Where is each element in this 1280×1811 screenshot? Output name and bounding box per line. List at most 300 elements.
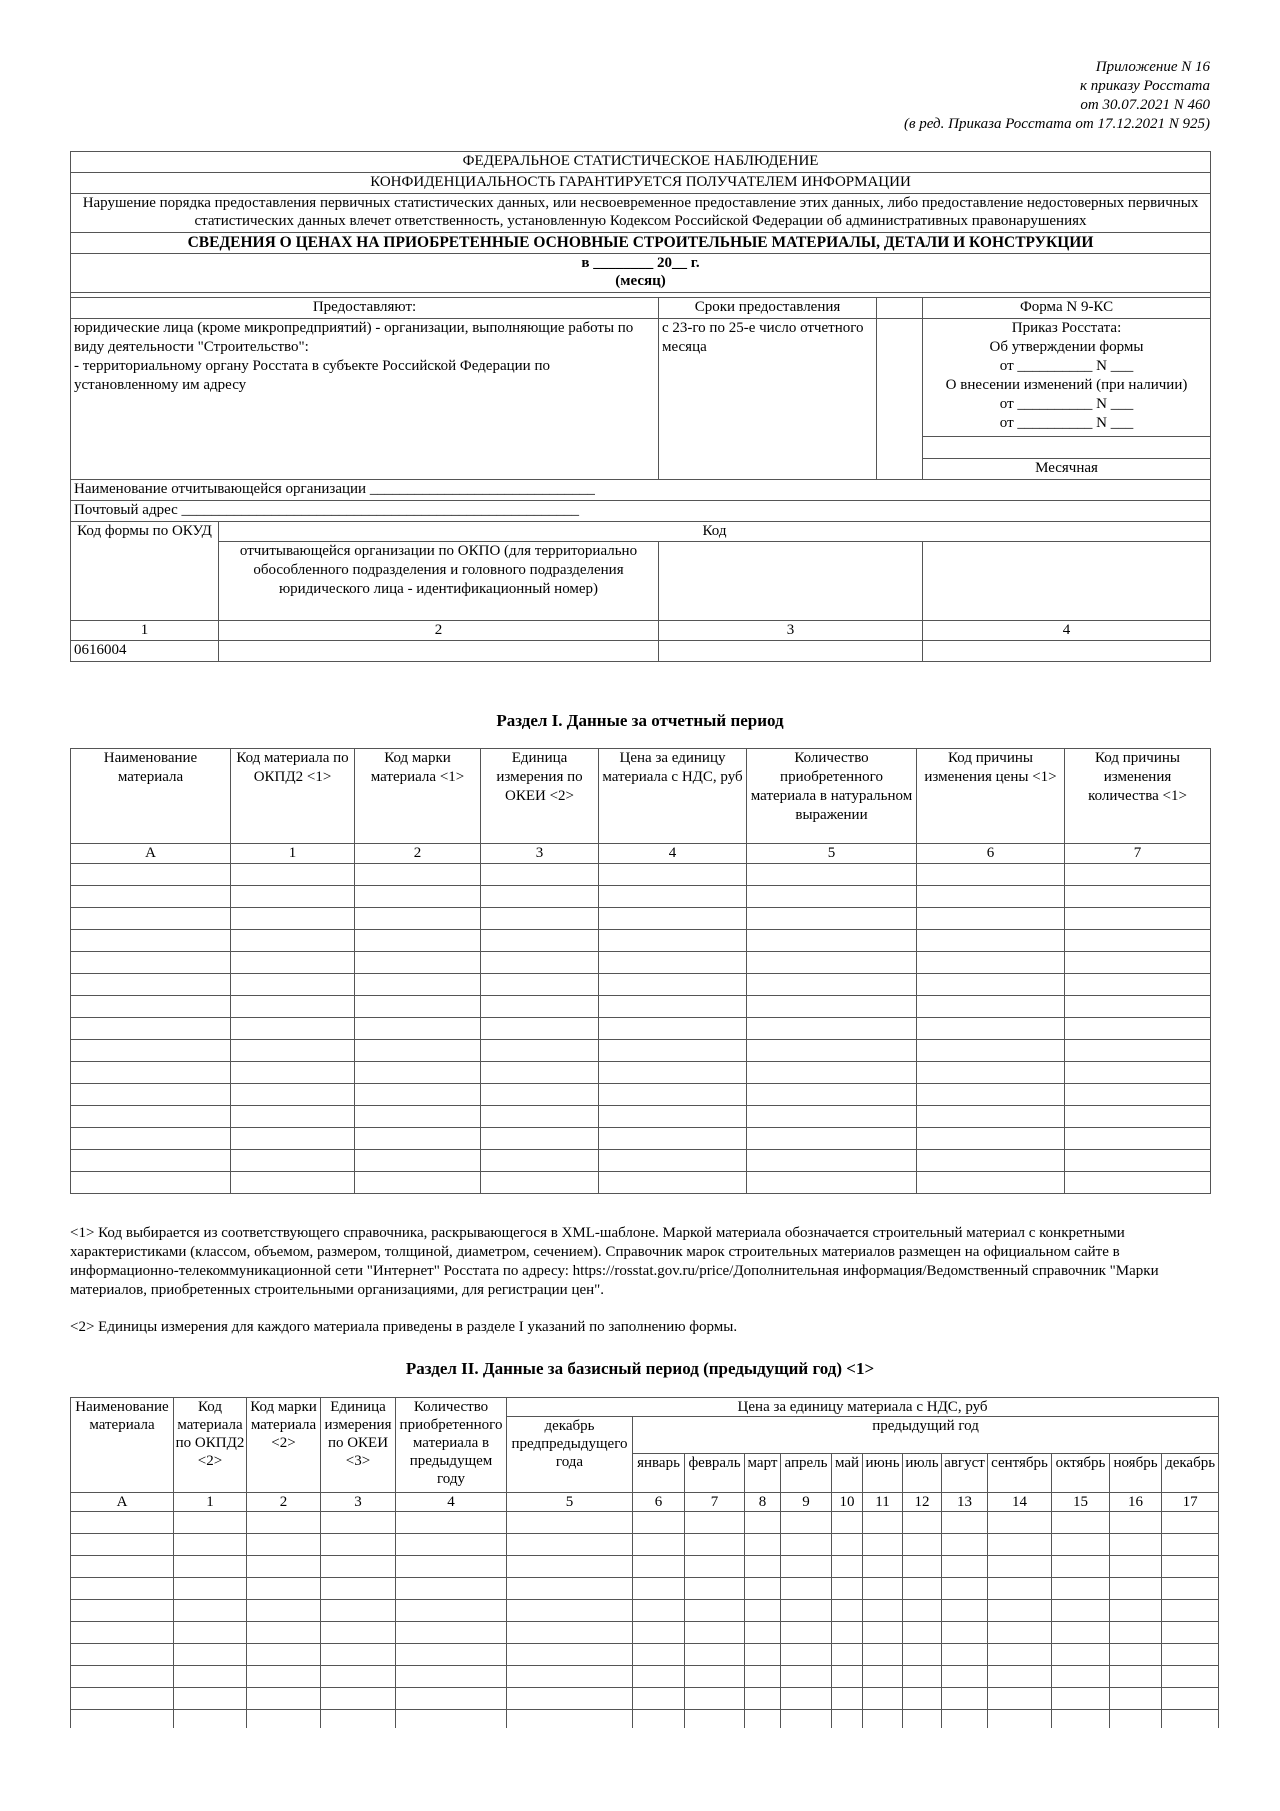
input-cell[interactable] — [747, 1084, 917, 1106]
input-cell[interactable] — [747, 1040, 917, 1062]
input-cell[interactable] — [633, 1556, 685, 1578]
input-cell[interactable] — [1065, 1018, 1211, 1040]
input-cell[interactable] — [599, 974, 747, 996]
input-cell[interactable] — [917, 1062, 1065, 1084]
input-cell[interactable] — [231, 1150, 355, 1172]
input-cell[interactable] — [71, 996, 231, 1018]
input-cell[interactable] — [1162, 1644, 1219, 1666]
input-cell[interactable] — [396, 1688, 507, 1710]
input-cell[interactable] — [832, 1534, 863, 1556]
input-cell[interactable] — [832, 1710, 863, 1729]
input-cell[interactable] — [1065, 886, 1211, 908]
input-cell[interactable] — [685, 1512, 745, 1534]
input-cell[interactable] — [355, 974, 481, 996]
input-cell[interactable] — [481, 1106, 599, 1128]
input-cell[interactable] — [396, 1600, 507, 1622]
input-cell[interactable] — [747, 1150, 917, 1172]
input-cell[interactable] — [71, 974, 231, 996]
input-cell[interactable] — [355, 1128, 481, 1150]
input-cell[interactable] — [1110, 1600, 1162, 1622]
input-cell[interactable] — [633, 1622, 685, 1644]
input-cell[interactable] — [903, 1600, 942, 1622]
input-cell[interactable] — [355, 1018, 481, 1040]
input-cell[interactable] — [988, 1644, 1052, 1666]
input-cell[interactable] — [71, 1128, 231, 1150]
input-cell[interactable] — [747, 864, 917, 886]
input-cell[interactable] — [71, 908, 231, 930]
input-cell[interactable] — [1065, 908, 1211, 930]
input-cell[interactable] — [685, 1710, 745, 1729]
input-cell[interactable] — [71, 886, 231, 908]
input-cell[interactable] — [71, 1578, 174, 1600]
input-cell[interactable] — [1110, 1622, 1162, 1644]
input-cell[interactable] — [903, 1688, 942, 1710]
input-cell[interactable] — [355, 1150, 481, 1172]
input-cell[interactable] — [231, 974, 355, 996]
input-cell[interactable] — [863, 1710, 903, 1729]
input-cell[interactable] — [781, 1666, 832, 1688]
input-cell[interactable] — [1162, 1578, 1219, 1600]
input-cell[interactable] — [988, 1688, 1052, 1710]
input-cell[interactable] — [832, 1600, 863, 1622]
input-cell[interactable] — [71, 1018, 231, 1040]
input-cell[interactable] — [1110, 1534, 1162, 1556]
input-cell[interactable] — [231, 1128, 355, 1150]
input-cell[interactable] — [481, 974, 599, 996]
input-cell[interactable] — [507, 1512, 633, 1534]
input-cell[interactable] — [174, 1666, 247, 1688]
input-cell[interactable] — [903, 1512, 942, 1534]
input-cell[interactable] — [1162, 1710, 1219, 1729]
input-cell[interactable] — [747, 1172, 917, 1194]
input-cell[interactable] — [781, 1622, 832, 1644]
input-cell[interactable] — [1110, 1710, 1162, 1729]
input-cell[interactable] — [355, 1106, 481, 1128]
input-cell[interactable] — [1162, 1556, 1219, 1578]
input-cell[interactable] — [832, 1578, 863, 1600]
input-cell[interactable] — [231, 1040, 355, 1062]
input-cell[interactable] — [174, 1688, 247, 1710]
input-cell[interactable] — [396, 1578, 507, 1600]
input-cell[interactable] — [321, 1556, 396, 1578]
input-cell[interactable] — [745, 1556, 781, 1578]
input-cell[interactable] — [747, 996, 917, 1018]
input-cell[interactable] — [71, 1084, 231, 1106]
input-cell[interactable] — [917, 1084, 1065, 1106]
input-cell[interactable] — [396, 1622, 507, 1644]
input-cell[interactable] — [1162, 1534, 1219, 1556]
input-cell[interactable] — [355, 930, 481, 952]
input-cell[interactable] — [1162, 1666, 1219, 1688]
input-cell[interactable] — [745, 1644, 781, 1666]
input-cell[interactable] — [355, 886, 481, 908]
input-cell[interactable] — [599, 952, 747, 974]
input-cell[interactable] — [599, 1150, 747, 1172]
input-cell[interactable] — [1110, 1666, 1162, 1688]
input-cell[interactable] — [863, 1512, 903, 1534]
input-cell[interactable] — [71, 1644, 174, 1666]
input-cell[interactable] — [481, 1128, 599, 1150]
input-cell[interactable] — [507, 1556, 633, 1578]
input-cell[interactable] — [745, 1578, 781, 1600]
input-cell[interactable] — [863, 1534, 903, 1556]
input-cell[interactable] — [633, 1534, 685, 1556]
input-cell[interactable] — [481, 1018, 599, 1040]
input-cell[interactable] — [745, 1710, 781, 1729]
input-cell[interactable] — [863, 1666, 903, 1688]
input-cell[interactable] — [1110, 1688, 1162, 1710]
input-cell[interactable] — [685, 1556, 745, 1578]
input-cell[interactable] — [599, 864, 747, 886]
input-cell[interactable] — [247, 1600, 321, 1622]
input-cell[interactable] — [747, 908, 917, 930]
input-cell[interactable] — [1052, 1600, 1110, 1622]
input-cell[interactable] — [174, 1578, 247, 1600]
input-cell[interactable] — [781, 1688, 832, 1710]
input-cell[interactable] — [231, 1018, 355, 1040]
input-cell[interactable] — [781, 1710, 832, 1729]
input-cell[interactable] — [942, 1556, 988, 1578]
input-cell[interactable] — [1052, 1644, 1110, 1666]
input-cell[interactable] — [599, 908, 747, 930]
input-cell[interactable] — [1110, 1556, 1162, 1578]
input-cell[interactable] — [781, 1556, 832, 1578]
input-cell[interactable] — [863, 1600, 903, 1622]
input-cell[interactable] — [231, 1106, 355, 1128]
input-cell[interactable] — [1065, 1128, 1211, 1150]
input-cell[interactable] — [747, 1018, 917, 1040]
input-cell[interactable] — [355, 1062, 481, 1084]
input-cell[interactable] — [988, 1666, 1052, 1688]
input-cell[interactable] — [1052, 1556, 1110, 1578]
input-cell[interactable] — [321, 1600, 396, 1622]
input-cell[interactable] — [903, 1622, 942, 1644]
input-cell[interactable] — [988, 1578, 1052, 1600]
input-cell[interactable] — [1065, 1084, 1211, 1106]
input-cell[interactable] — [71, 1688, 174, 1710]
input-cell[interactable] — [863, 1556, 903, 1578]
input-cell[interactable] — [633, 1688, 685, 1710]
input-cell[interactable] — [745, 1512, 781, 1534]
input-cell[interactable] — [174, 1600, 247, 1622]
input-cell[interactable] — [745, 1600, 781, 1622]
input-cell[interactable] — [247, 1622, 321, 1644]
input-cell[interactable] — [1052, 1688, 1110, 1710]
input-cell[interactable] — [247, 1512, 321, 1534]
input-cell[interactable] — [1065, 1040, 1211, 1062]
input-cell[interactable] — [1052, 1622, 1110, 1644]
input-cell[interactable] — [781, 1512, 832, 1534]
input-cell[interactable] — [247, 1666, 321, 1688]
blank-cell[interactable] — [659, 641, 923, 662]
input-cell[interactable] — [71, 1172, 231, 1194]
input-cell[interactable] — [917, 1018, 1065, 1040]
input-cell[interactable] — [507, 1688, 633, 1710]
input-cell[interactable] — [507, 1578, 633, 1600]
input-cell[interactable] — [863, 1688, 903, 1710]
input-cell[interactable] — [481, 1040, 599, 1062]
input-cell[interactable] — [481, 1150, 599, 1172]
input-cell[interactable] — [231, 908, 355, 930]
input-cell[interactable] — [747, 1062, 917, 1084]
input-cell[interactable] — [747, 974, 917, 996]
input-cell[interactable] — [247, 1644, 321, 1666]
input-cell[interactable] — [71, 1534, 174, 1556]
input-cell[interactable] — [71, 1622, 174, 1644]
input-cell[interactable] — [481, 864, 599, 886]
input-cell[interactable] — [481, 1062, 599, 1084]
input-cell[interactable] — [481, 1172, 599, 1194]
input-cell[interactable] — [633, 1644, 685, 1666]
input-cell[interactable] — [396, 1666, 507, 1688]
input-cell[interactable] — [599, 1084, 747, 1106]
input-cell[interactable] — [747, 886, 917, 908]
input-cell[interactable] — [685, 1644, 745, 1666]
input-cell[interactable] — [1065, 1172, 1211, 1194]
input-cell[interactable] — [321, 1688, 396, 1710]
input-cell[interactable] — [231, 930, 355, 952]
input-cell[interactable] — [71, 952, 231, 974]
input-cell[interactable] — [942, 1534, 988, 1556]
input-cell[interactable] — [917, 1150, 1065, 1172]
input-cell[interactable] — [1065, 930, 1211, 952]
input-cell[interactable] — [863, 1622, 903, 1644]
input-cell[interactable] — [599, 930, 747, 952]
input-cell[interactable] — [396, 1556, 507, 1578]
input-cell[interactable] — [71, 1512, 174, 1534]
input-cell[interactable] — [988, 1600, 1052, 1622]
input-cell[interactable] — [988, 1534, 1052, 1556]
input-cell[interactable] — [481, 952, 599, 974]
input-cell[interactable] — [942, 1512, 988, 1534]
input-cell[interactable] — [599, 1128, 747, 1150]
blank-cell[interactable] — [923, 641, 1211, 662]
input-cell[interactable] — [321, 1710, 396, 1729]
input-cell[interactable] — [599, 886, 747, 908]
input-cell[interactable] — [988, 1622, 1052, 1644]
input-cell[interactable] — [174, 1710, 247, 1729]
input-cell[interactable] — [745, 1666, 781, 1688]
input-cell[interactable] — [633, 1578, 685, 1600]
input-cell[interactable] — [1162, 1512, 1219, 1534]
input-cell[interactable] — [917, 908, 1065, 930]
input-cell[interactable] — [747, 1128, 917, 1150]
input-cell[interactable] — [917, 1106, 1065, 1128]
input-cell[interactable] — [903, 1534, 942, 1556]
input-cell[interactable] — [917, 1128, 1065, 1150]
input-cell[interactable] — [917, 1172, 1065, 1194]
input-cell[interactable] — [863, 1578, 903, 1600]
input-cell[interactable] — [174, 1622, 247, 1644]
input-cell[interactable] — [247, 1556, 321, 1578]
input-cell[interactable] — [231, 952, 355, 974]
input-cell[interactable] — [507, 1666, 633, 1688]
input-cell[interactable] — [396, 1534, 507, 1556]
input-cell[interactable] — [685, 1666, 745, 1688]
input-cell[interactable] — [903, 1644, 942, 1666]
input-cell[interactable] — [745, 1534, 781, 1556]
input-cell[interactable] — [321, 1644, 396, 1666]
input-cell[interactable] — [917, 974, 1065, 996]
input-cell[interactable] — [396, 1512, 507, 1534]
input-cell[interactable] — [481, 996, 599, 1018]
input-cell[interactable] — [71, 930, 231, 952]
input-cell[interactable] — [745, 1622, 781, 1644]
input-cell[interactable] — [1052, 1512, 1110, 1534]
input-cell[interactable] — [633, 1512, 685, 1534]
input-cell[interactable] — [396, 1644, 507, 1666]
input-cell[interactable] — [507, 1534, 633, 1556]
input-cell[interactable] — [832, 1622, 863, 1644]
input-cell[interactable] — [1110, 1578, 1162, 1600]
input-cell[interactable] — [71, 1666, 174, 1688]
input-cell[interactable] — [832, 1644, 863, 1666]
input-cell[interactable] — [247, 1710, 321, 1729]
input-cell[interactable] — [685, 1600, 745, 1622]
input-cell[interactable] — [321, 1534, 396, 1556]
input-cell[interactable] — [599, 1062, 747, 1084]
input-cell[interactable] — [174, 1512, 247, 1534]
input-cell[interactable] — [988, 1512, 1052, 1534]
input-cell[interactable] — [247, 1688, 321, 1710]
input-cell[interactable] — [903, 1578, 942, 1600]
input-cell[interactable] — [1110, 1644, 1162, 1666]
input-cell[interactable] — [231, 1172, 355, 1194]
input-cell[interactable] — [747, 952, 917, 974]
input-cell[interactable] — [942, 1688, 988, 1710]
input-cell[interactable] — [71, 1040, 231, 1062]
input-cell[interactable] — [355, 864, 481, 886]
input-cell[interactable] — [942, 1710, 988, 1729]
input-cell[interactable] — [231, 996, 355, 1018]
input-cell[interactable] — [917, 1040, 1065, 1062]
input-cell[interactable] — [507, 1622, 633, 1644]
input-cell[interactable] — [917, 864, 1065, 886]
input-cell[interactable] — [174, 1556, 247, 1578]
input-cell[interactable] — [599, 996, 747, 1018]
input-cell[interactable] — [633, 1666, 685, 1688]
input-cell[interactable] — [1065, 1106, 1211, 1128]
input-cell[interactable] — [355, 1040, 481, 1062]
input-cell[interactable] — [903, 1666, 942, 1688]
input-cell[interactable] — [231, 886, 355, 908]
input-cell[interactable] — [71, 1600, 174, 1622]
input-cell[interactable] — [1065, 1150, 1211, 1172]
input-cell[interactable] — [988, 1710, 1052, 1729]
input-cell[interactable] — [247, 1578, 321, 1600]
input-cell[interactable] — [633, 1710, 685, 1729]
input-cell[interactable] — [942, 1578, 988, 1600]
input-cell[interactable] — [832, 1556, 863, 1578]
input-cell[interactable] — [1162, 1622, 1219, 1644]
input-cell[interactable] — [321, 1512, 396, 1534]
input-cell[interactable] — [747, 930, 917, 952]
input-cell[interactable] — [781, 1644, 832, 1666]
input-cell[interactable] — [745, 1688, 781, 1710]
input-cell[interactable] — [633, 1600, 685, 1622]
input-cell[interactable] — [355, 1172, 481, 1194]
input-cell[interactable] — [1162, 1688, 1219, 1710]
input-cell[interactable] — [71, 1062, 231, 1084]
input-cell[interactable] — [1065, 1062, 1211, 1084]
input-cell[interactable] — [321, 1666, 396, 1688]
input-cell[interactable] — [917, 930, 1065, 952]
input-cell[interactable] — [781, 1600, 832, 1622]
input-cell[interactable] — [355, 908, 481, 930]
input-cell[interactable] — [942, 1666, 988, 1688]
input-cell[interactable] — [781, 1578, 832, 1600]
input-cell[interactable] — [231, 1062, 355, 1084]
input-cell[interactable] — [685, 1578, 745, 1600]
input-cell[interactable] — [599, 1018, 747, 1040]
input-cell[interactable] — [942, 1644, 988, 1666]
input-cell[interactable] — [942, 1600, 988, 1622]
input-cell[interactable] — [396, 1710, 507, 1729]
input-cell[interactable] — [685, 1622, 745, 1644]
input-cell[interactable] — [685, 1534, 745, 1556]
input-cell[interactable] — [71, 864, 231, 886]
input-cell[interactable] — [599, 1040, 747, 1062]
input-cell[interactable] — [507, 1710, 633, 1729]
input-cell[interactable] — [71, 1556, 174, 1578]
input-cell[interactable] — [747, 1106, 917, 1128]
input-cell[interactable] — [481, 886, 599, 908]
input-cell[interactable] — [71, 1106, 231, 1128]
input-cell[interactable] — [71, 1710, 174, 1729]
input-cell[interactable] — [917, 996, 1065, 1018]
input-cell[interactable] — [903, 1556, 942, 1578]
input-cell[interactable] — [481, 1084, 599, 1106]
input-cell[interactable] — [321, 1622, 396, 1644]
input-cell[interactable] — [917, 952, 1065, 974]
input-cell[interactable] — [1052, 1534, 1110, 1556]
input-cell[interactable] — [832, 1666, 863, 1688]
input-cell[interactable] — [231, 1084, 355, 1106]
okpo-value-cell[interactable] — [219, 641, 659, 662]
input-cell[interactable] — [832, 1512, 863, 1534]
input-cell[interactable] — [174, 1644, 247, 1666]
input-cell[interactable] — [863, 1644, 903, 1666]
input-cell[interactable] — [355, 1084, 481, 1106]
input-cell[interactable] — [481, 930, 599, 952]
input-cell[interactable] — [321, 1578, 396, 1600]
input-cell[interactable] — [1052, 1666, 1110, 1688]
input-cell[interactable] — [1065, 996, 1211, 1018]
input-cell[interactable] — [988, 1556, 1052, 1578]
input-cell[interactable] — [685, 1688, 745, 1710]
input-cell[interactable] — [942, 1622, 988, 1644]
input-cell[interactable] — [1110, 1512, 1162, 1534]
input-cell[interactable] — [1065, 864, 1211, 886]
input-cell[interactable] — [832, 1688, 863, 1710]
input-cell[interactable] — [231, 864, 355, 886]
input-cell[interactable] — [599, 1106, 747, 1128]
input-cell[interactable] — [507, 1600, 633, 1622]
input-cell[interactable] — [247, 1534, 321, 1556]
input-cell[interactable] — [174, 1534, 247, 1556]
input-cell[interactable] — [599, 1172, 747, 1194]
input-cell[interactable] — [71, 1150, 231, 1172]
input-cell[interactable] — [355, 996, 481, 1018]
input-cell[interactable] — [1065, 974, 1211, 996]
input-cell[interactable] — [1052, 1578, 1110, 1600]
input-cell[interactable] — [1065, 952, 1211, 974]
input-cell[interactable] — [481, 908, 599, 930]
input-cell[interactable] — [507, 1644, 633, 1666]
input-cell[interactable] — [917, 886, 1065, 908]
input-cell[interactable] — [781, 1534, 832, 1556]
input-cell[interactable] — [1052, 1710, 1110, 1729]
